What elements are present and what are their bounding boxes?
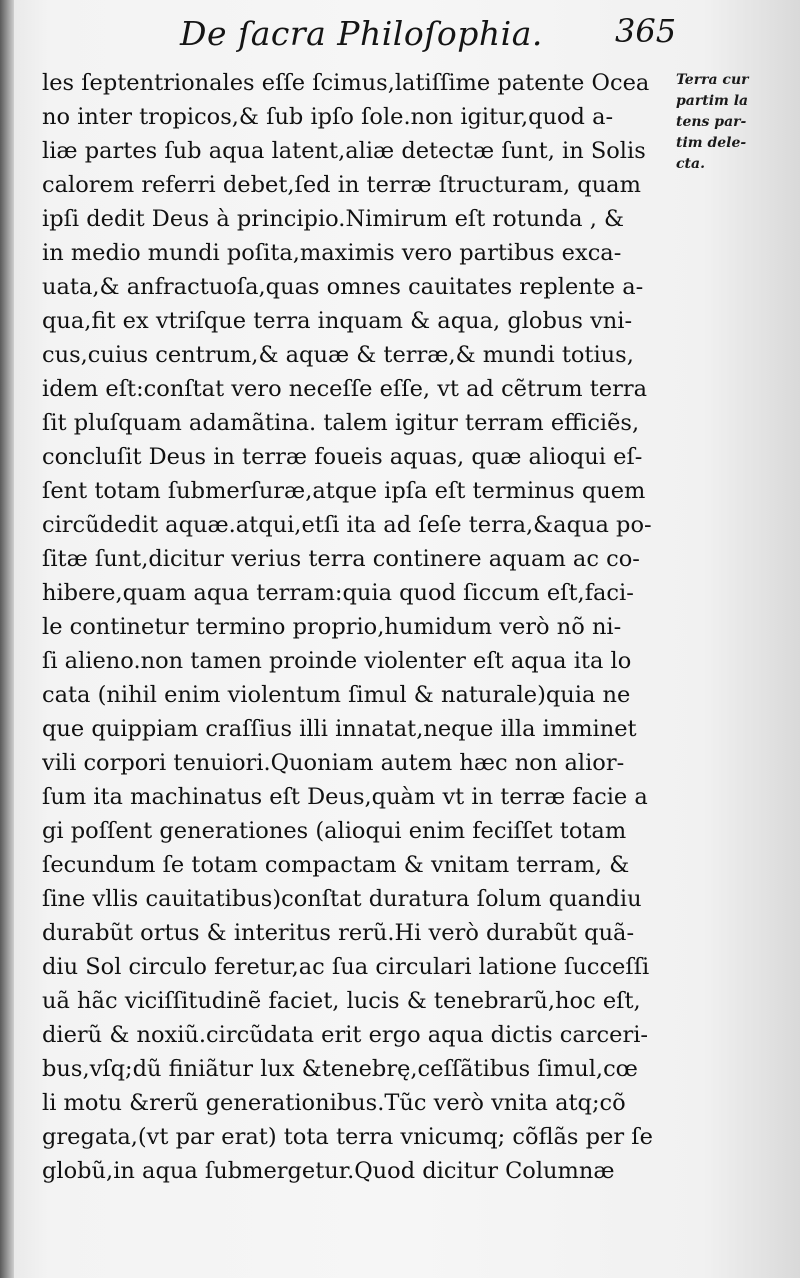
text-line: ſine vllis cauitatibus)conſtat duratura ſolum quandiu	[42, 886, 642, 912]
text-line: gi poſſent generationes (alioqui enim feciſſet totam	[42, 818, 627, 844]
text-line: ſent totam ſubmerſuræ,atque ipſa eſt terminus quem	[42, 478, 646, 504]
text-line: cata (nihil enim violentum ſimul & naturale)quia ne	[42, 682, 631, 708]
text-line: diu Sol circulo feretur,ac ſua circulari latione ſucceſſi	[42, 954, 650, 980]
text-line: que quippiam craſſius illi innatat,neque illa imminet	[42, 716, 637, 742]
body-text	[42, 66, 692, 1188]
text-line: durabũt ortus & interitus rerũ.Hi verò durabũt quã-	[42, 920, 635, 946]
text-line: ſi alieno.non tamen proinde violenter eſt aqua ita lo	[42, 648, 632, 674]
marginal-note-line: cta.	[676, 156, 705, 172]
text-line: ipſi dedit Deus à principio.Nimirum eſt rotunda , &	[42, 206, 625, 232]
text-line: no inter tropicos,& ſub ipſo ſole.non igitur,quod a-	[42, 104, 614, 130]
text-line: circũdedit aquæ.atqui,etſi ita ad ſeſe terra,&aqua po-	[42, 512, 652, 538]
text-line: concluſit Deus in terræ foueis aquas, quæ alioqui eſ-	[42, 444, 643, 470]
text-line: bus,vſq;dũ finiãtur lux &tenebrę,ceſſãtibus ſimul,cœ	[42, 1056, 638, 1082]
text-line: qua,fit ex vtriſque terra inquam & aqua, globus vni-	[42, 308, 633, 334]
text-line: vili corpori tenuiori.Quoniam autem hæc non alior-	[42, 750, 625, 776]
marginal-note-line: Terra cur	[676, 72, 749, 88]
text-line: uata,& anfractuoſa,quas omnes cauitates replente a-	[42, 274, 644, 300]
text-line: le continetur termino proprio,humidum verò nõ ni-	[42, 614, 622, 640]
marginal-note-line: tens par-	[676, 114, 747, 130]
text-line: ſit pluſquam adamãtina. talem igitur terram efficiẽs,	[42, 410, 640, 436]
text-line: hibere,quam aqua terram:quia quod ſiccum eſt,faci-	[42, 580, 634, 606]
text-line: liæ partes ſub aqua latent,aliæ detectæ ſunt, in Solis	[42, 138, 646, 164]
page-number: 365	[615, 12, 677, 50]
text-line: cus,cuius centrum,& aquæ & terræ,& mundi totius,	[42, 342, 634, 368]
text-line: globũ,in aqua ſubmergetur.Quod dicitur Columnæ	[42, 1158, 615, 1184]
page-header	[180, 10, 680, 60]
text-line: li motu &rerũ generationibus.Tũc verò vnita atq;cõ	[42, 1090, 626, 1116]
marginal-note-line: tim dele-	[676, 135, 747, 151]
text-line: dierũ & noxiũ.circũdata erit ergo aqua dictis carceri-	[42, 1022, 649, 1048]
text-line: les ſeptentrionales eſſe ſcimus,latiſſime patente Ocea	[42, 70, 650, 96]
text-line: uã hãc viciſſitudinẽ faciet, lucis & tenebrarũ,hoc eſt,	[42, 988, 641, 1014]
text-line: ſum ita machinatus eſt Deus,quàm vt in terræ facie a	[42, 784, 648, 810]
marginal-note-line: partim la	[676, 93, 749, 109]
marginal-note	[676, 70, 794, 175]
running-head: De ſacra Philoſophia.	[180, 14, 543, 53]
text-line: calorem referri debet,ſed in terræ ſtructuram, quam	[42, 172, 641, 198]
text-line: ſecundum ſe totam compactam & vnitam terram, &	[42, 852, 630, 878]
text-line: ſitæ ſunt,dicitur verius terra continere aquam ac co-	[42, 546, 640, 572]
page-gutter-shadow	[0, 0, 14, 1278]
text-line: idem eſt:conſtat vero neceſſe eſſe, vt ad cẽtrum terra	[42, 376, 648, 402]
text-line: in medio mundi poſita,maximis vero partibus exca-	[42, 240, 622, 266]
text-line: gregata,(vt par erat) tota terra vnicumq; cõflãs per ſe	[42, 1124, 653, 1150]
